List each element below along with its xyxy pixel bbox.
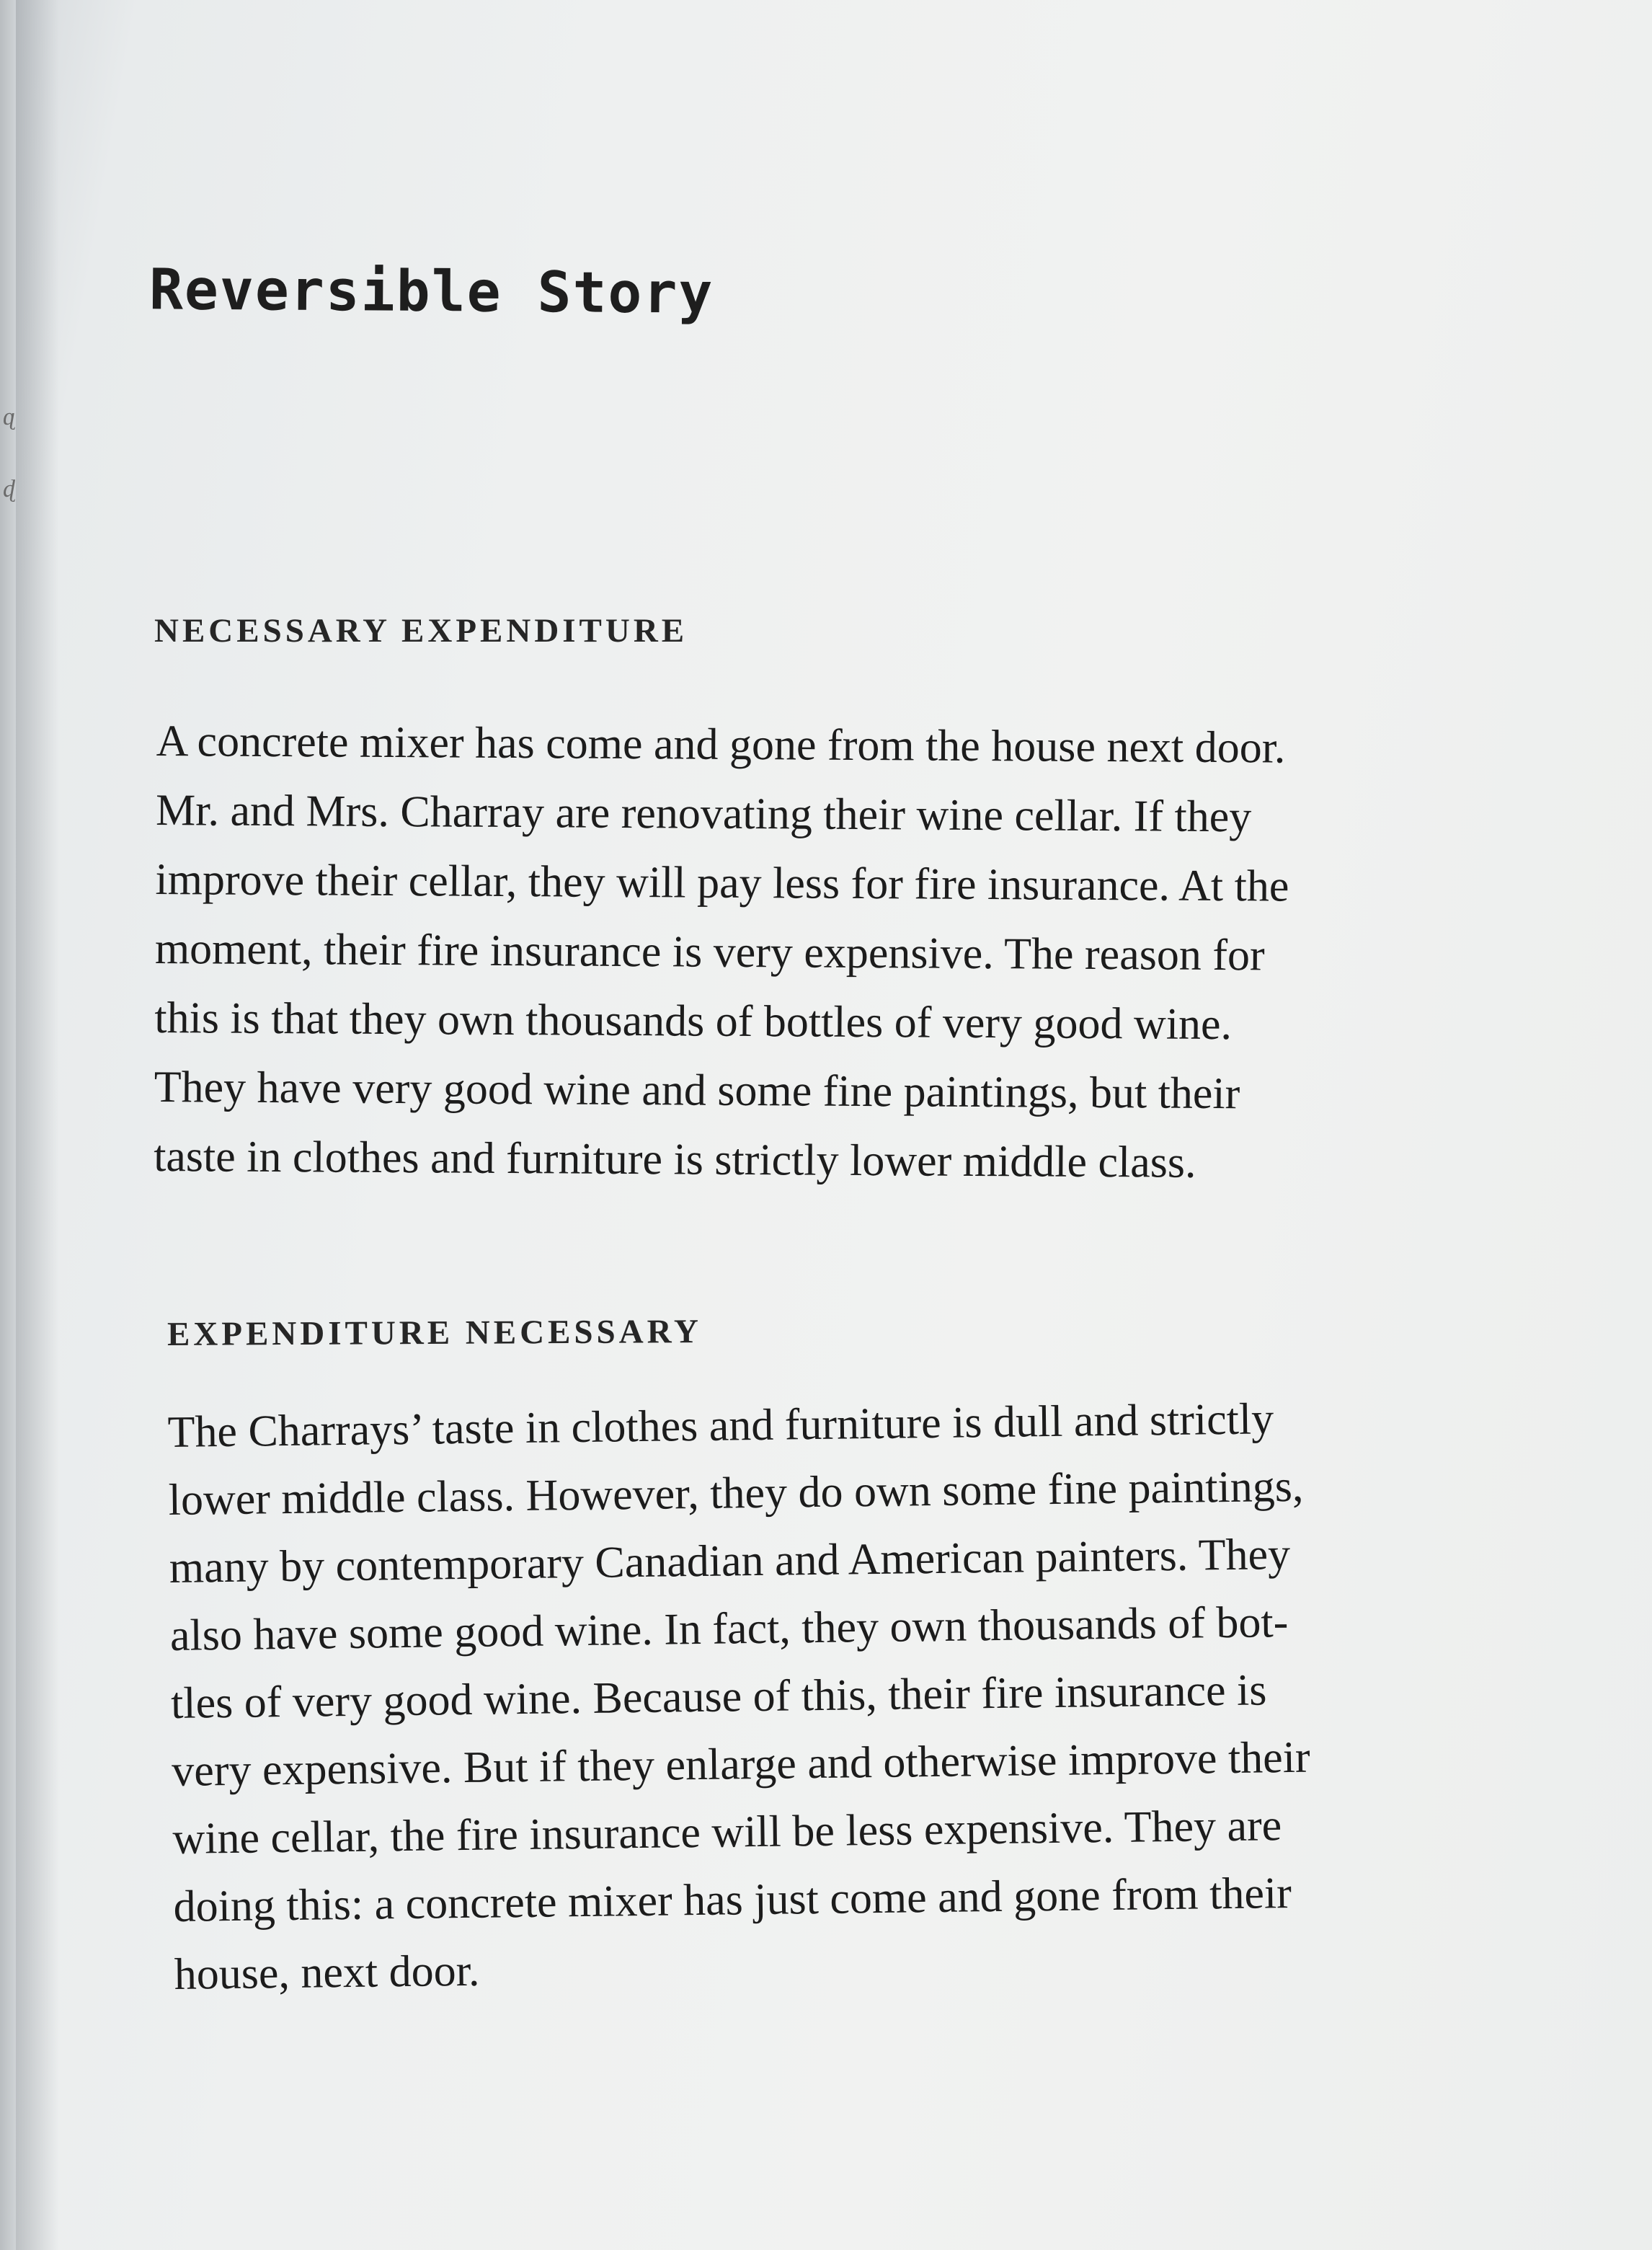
text-line: improve their cellar, they will pay less for fire insurance. At the xyxy=(155,854,1289,911)
adjacent-page-mark: ɖ xyxy=(3,476,15,502)
story-paragraph xyxy=(167,1381,1587,2008)
text-line: also have some good wine. In fact, they own thousands of bot- xyxy=(169,1598,1289,1660)
text-line: taste in clothes and furniture is strictly lower middle class. xyxy=(153,1131,1196,1187)
text-line: tles of very good wine. Because of this, their fire insurance is xyxy=(170,1665,1267,1728)
spine-shadow xyxy=(16,0,59,2250)
text-line: this is that they own thousands of bottles of very good wine. xyxy=(154,993,1233,1050)
text-line: house, next door. xyxy=(174,1946,480,1999)
section-heading: EXPENDITURE NECESSARY xyxy=(166,1313,703,1353)
text-line: wine cellar, the fire insurance will be less expensive. They are xyxy=(172,1801,1282,1864)
text-line: lower middle class. However, they do own some fine paintings, xyxy=(168,1461,1304,1525)
text-line: many by contemporary Canadian and American painters. They xyxy=(169,1529,1291,1593)
section-heading: NECESSARY EXPENDITURE xyxy=(154,612,688,650)
book-page xyxy=(16,0,1652,2250)
text-line: moment, their fire insurance is very expensive. The reason for xyxy=(154,924,1265,980)
text-line: A concrete mixer has come and gone from the house next door. xyxy=(156,716,1286,773)
text-line: Mr. and Mrs. Charray are renovating their wine cellar. If they xyxy=(155,785,1252,842)
page-title: Reversible Story xyxy=(148,257,714,327)
text-line: very expensive. But if they enlarge and otherwise improve their xyxy=(171,1732,1310,1796)
adjacent-page-mark: ɋ xyxy=(3,404,15,430)
text-line: They have very good wine and some fine paintings, but their xyxy=(154,1062,1240,1119)
story-paragraph xyxy=(154,707,1569,1200)
book-spine-edge xyxy=(0,0,16,2250)
text-line: The Charrays’ taste in clothes and furniture is dull and strictly xyxy=(167,1394,1274,1457)
text-line: doing this: a concrete mixer has just come and gone from their xyxy=(173,1868,1292,1931)
